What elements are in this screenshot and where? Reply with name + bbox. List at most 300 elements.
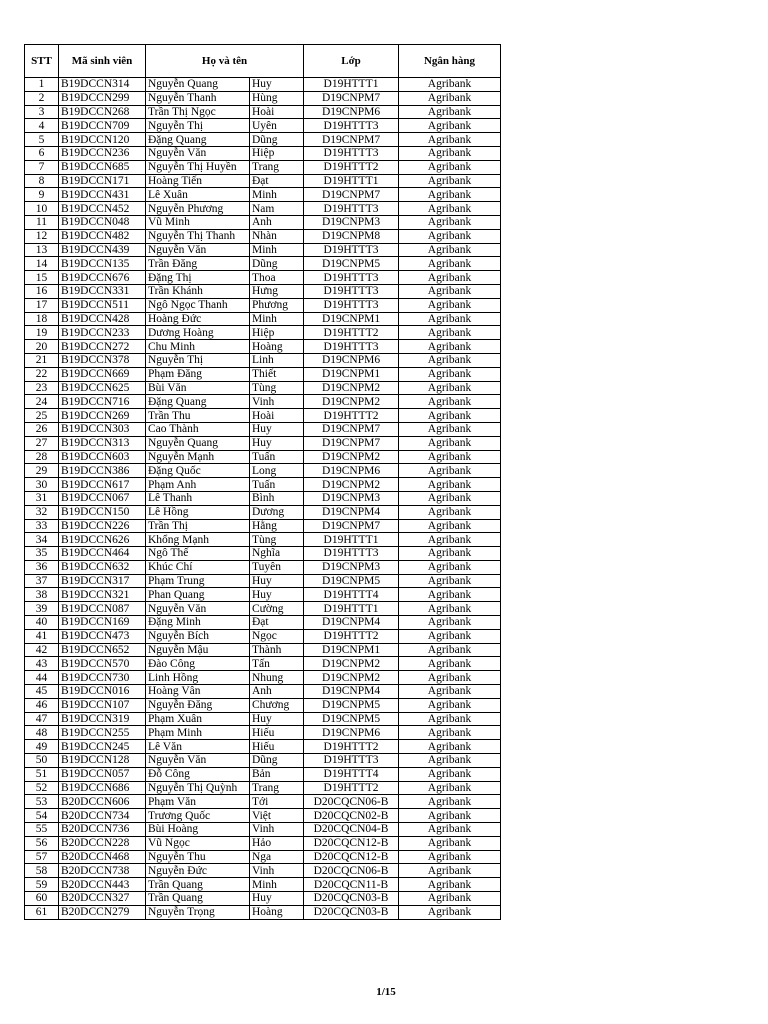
last-name-cell: Hoàng Tiến (146, 174, 250, 188)
bank-cell: Agribank (399, 588, 501, 602)
student-id-cell: B19DCCN626 (59, 533, 146, 547)
student-id-cell: B19DCCN171 (59, 174, 146, 188)
stt-cell: 54 (25, 809, 59, 823)
stt-cell: 25 (25, 409, 59, 423)
stt-cell: 32 (25, 505, 59, 519)
first-name-cell: Tới (250, 795, 304, 809)
student-id-cell: B19DCCN314 (59, 78, 146, 92)
table-row (25, 119, 501, 133)
bank-cell: Agribank (399, 215, 501, 229)
first-name-cell: Huy (250, 436, 304, 450)
stt-cell: 14 (25, 257, 59, 271)
last-name-cell: Vũ Minh (146, 215, 250, 229)
table-row (25, 643, 501, 657)
bank-cell: Agribank (399, 602, 501, 616)
table-row (25, 726, 501, 740)
bank-cell: Agribank (399, 560, 501, 574)
bank-cell: Agribank (399, 229, 501, 243)
class-cell: D19CNPM7 (304, 519, 399, 533)
student-id-cell: B20DCCN468 (59, 850, 146, 864)
first-name-cell: Cường (250, 602, 304, 616)
student-bank-table (24, 44, 501, 920)
table-row (25, 464, 501, 478)
bank-cell: Agribank (399, 243, 501, 257)
class-cell: D19CNPM8 (304, 229, 399, 243)
bank-cell: Agribank (399, 491, 501, 505)
last-name-cell: Trần Quang (146, 892, 250, 906)
student-id-cell: B19DCCN570 (59, 657, 146, 671)
last-name-cell: Trần Thị (146, 519, 250, 533)
class-cell: D19CNPM6 (304, 726, 399, 740)
student-id-cell: B20DCCN606 (59, 795, 146, 809)
table-row (25, 809, 501, 823)
table-row (25, 685, 501, 699)
student-id-cell: B19DCCN378 (59, 353, 146, 367)
first-name-cell: Chương (250, 698, 304, 712)
table-row (25, 367, 501, 381)
student-id-cell: B19DCCN128 (59, 754, 146, 768)
first-name-cell: Hùng (250, 91, 304, 105)
stt-cell: 60 (25, 892, 59, 906)
stt-cell: 19 (25, 326, 59, 340)
first-name-cell: Việt (250, 809, 304, 823)
class-cell: D19HTTT2 (304, 409, 399, 423)
first-name-cell: Minh (250, 878, 304, 892)
class-cell: D19CNPM6 (304, 464, 399, 478)
first-name-cell: Dũng (250, 754, 304, 768)
stt-cell: 40 (25, 616, 59, 630)
first-name-cell: Nghĩa (250, 547, 304, 561)
stt-cell: 46 (25, 698, 59, 712)
student-id-cell: B19DCCN067 (59, 491, 146, 505)
bank-cell: Agribank (399, 574, 501, 588)
first-name-cell: Huy (250, 422, 304, 436)
table-row (25, 850, 501, 864)
header-student-id: Mã sinh viên (59, 45, 146, 78)
bank-cell: Agribank (399, 298, 501, 312)
stt-cell: 53 (25, 795, 59, 809)
stt-cell: 45 (25, 685, 59, 699)
student-id-cell: B19DCCN313 (59, 436, 146, 450)
last-name-cell: Nguyễn Đức (146, 864, 250, 878)
student-id-cell: B19DCCN321 (59, 588, 146, 602)
first-name-cell: Tùng (250, 533, 304, 547)
stt-cell: 13 (25, 243, 59, 257)
table-row (25, 409, 501, 423)
bank-cell: Agribank (399, 353, 501, 367)
student-id-cell: B19DCCN464 (59, 547, 146, 561)
bank-cell: Agribank (399, 78, 501, 92)
last-name-cell: Nguyễn Quang (146, 436, 250, 450)
student-id-cell: B19DCCN255 (59, 726, 146, 740)
student-id-cell: B19DCCN473 (59, 629, 146, 643)
last-name-cell: Nguyễn Văn (146, 146, 250, 160)
table-row (25, 712, 501, 726)
first-name-cell: Uyên (250, 119, 304, 133)
class-cell: D19CNPM2 (304, 657, 399, 671)
table-row (25, 767, 501, 781)
stt-cell: 61 (25, 905, 59, 919)
student-id-cell: B19DCCN686 (59, 781, 146, 795)
bank-cell: Agribank (399, 671, 501, 685)
student-id-cell: B19DCCN016 (59, 685, 146, 699)
first-name-cell: Hoàng (250, 340, 304, 354)
class-cell: D20CQCN11-B (304, 878, 399, 892)
first-name-cell: Thiết (250, 367, 304, 381)
student-id-cell: B19DCCN511 (59, 298, 146, 312)
class-cell: D19HTTT2 (304, 629, 399, 643)
last-name-cell: Trần Thu (146, 409, 250, 423)
stt-cell: 9 (25, 188, 59, 202)
last-name-cell: Nguyễn Bích (146, 629, 250, 643)
table-row (25, 174, 501, 188)
bank-cell: Agribank (399, 202, 501, 216)
table-row (25, 698, 501, 712)
student-id-cell: B19DCCN226 (59, 519, 146, 533)
last-name-cell: Phan Quang (146, 588, 250, 602)
class-cell: D19HTTT3 (304, 119, 399, 133)
bank-cell: Agribank (399, 91, 501, 105)
last-name-cell: Phạm Minh (146, 726, 250, 740)
bank-cell: Agribank (399, 519, 501, 533)
stt-cell: 5 (25, 133, 59, 147)
class-cell: D19HTTT2 (304, 740, 399, 754)
first-name-cell: Huy (250, 588, 304, 602)
student-id-cell: B19DCCN268 (59, 105, 146, 119)
stt-cell: 34 (25, 533, 59, 547)
last-name-cell: Phạm Xuân (146, 712, 250, 726)
last-name-cell: Nguyễn Thu (146, 850, 250, 864)
stt-cell: 2 (25, 91, 59, 105)
class-cell: D19CNPM7 (304, 133, 399, 147)
student-id-cell: B19DCCN482 (59, 229, 146, 243)
stt-cell: 18 (25, 312, 59, 326)
last-name-cell: Chu Minh (146, 340, 250, 354)
student-id-cell: B19DCCN685 (59, 160, 146, 174)
first-name-cell: Huy (250, 712, 304, 726)
class-cell: D19CNPM5 (304, 257, 399, 271)
first-name-cell: Hằng (250, 519, 304, 533)
class-cell: D19HTTT1 (304, 602, 399, 616)
first-name-cell: Minh (250, 312, 304, 326)
class-cell: D20CQCN03-B (304, 892, 399, 906)
stt-cell: 6 (25, 146, 59, 160)
table-row (25, 257, 501, 271)
table-row (25, 450, 501, 464)
class-cell: D19HTTT1 (304, 78, 399, 92)
table-row (25, 395, 501, 409)
bank-cell: Agribank (399, 850, 501, 864)
first-name-cell: Tấn (250, 657, 304, 671)
table-row (25, 588, 501, 602)
table-row (25, 547, 501, 561)
table-row (25, 284, 501, 298)
bank-cell: Agribank (399, 754, 501, 768)
student-id-cell: B19DCCN048 (59, 215, 146, 229)
class-cell: D19HTTT3 (304, 754, 399, 768)
student-id-cell: B19DCCN317 (59, 574, 146, 588)
bank-cell: Agribank (399, 905, 501, 919)
table-row (25, 271, 501, 285)
bank-cell: Agribank (399, 478, 501, 492)
last-name-cell: Nguyễn Phương (146, 202, 250, 216)
student-id-cell: B19DCCN319 (59, 712, 146, 726)
stt-cell: 42 (25, 643, 59, 657)
table-row (25, 133, 501, 147)
student-id-cell: B20DCCN327 (59, 892, 146, 906)
class-cell: D20CQCN03-B (304, 905, 399, 919)
bank-cell: Agribank (399, 685, 501, 699)
last-name-cell: Lê Văn (146, 740, 250, 754)
first-name-cell: Ngọc (250, 629, 304, 643)
last-name-cell: Vũ Ngọc (146, 836, 250, 850)
table-row (25, 602, 501, 616)
table-row (25, 312, 501, 326)
table-row (25, 353, 501, 367)
stt-cell: 7 (25, 160, 59, 174)
student-id-cell: B19DCCN632 (59, 560, 146, 574)
class-cell: D19HTTT3 (304, 146, 399, 160)
stt-cell: 12 (25, 229, 59, 243)
first-name-cell: Hoài (250, 105, 304, 119)
table-row (25, 78, 501, 92)
class-cell: D20CQCN02-B (304, 809, 399, 823)
class-cell: D19CNPM5 (304, 698, 399, 712)
bank-cell: Agribank (399, 616, 501, 630)
stt-cell: 10 (25, 202, 59, 216)
bank-cell: Agribank (399, 629, 501, 643)
class-cell: D19CNPM1 (304, 367, 399, 381)
bank-cell: Agribank (399, 698, 501, 712)
class-cell: D19CNPM6 (304, 353, 399, 367)
student-id-cell: B19DCCN057 (59, 767, 146, 781)
student-id-cell: B19DCCN303 (59, 422, 146, 436)
class-cell: D19HTTT4 (304, 767, 399, 781)
stt-cell: 29 (25, 464, 59, 478)
stt-cell: 3 (25, 105, 59, 119)
first-name-cell: Vinh (250, 823, 304, 837)
bank-cell: Agribank (399, 271, 501, 285)
last-name-cell: Nguyễn Mạnh (146, 450, 250, 464)
class-cell: D19HTTT4 (304, 588, 399, 602)
student-id-cell: B19DCCN716 (59, 395, 146, 409)
first-name-cell: Huy (250, 892, 304, 906)
first-name-cell: Anh (250, 215, 304, 229)
last-name-cell: Khổng Mạnh (146, 533, 250, 547)
first-name-cell: Tuyên (250, 560, 304, 574)
last-name-cell: Đặng Thị (146, 271, 250, 285)
page-number: 1/15 (376, 986, 396, 998)
stt-cell: 22 (25, 367, 59, 381)
student-id-cell: B19DCCN617 (59, 478, 146, 492)
class-cell: D19CNPM4 (304, 616, 399, 630)
bank-cell: Agribank (399, 146, 501, 160)
bank-cell: Agribank (399, 726, 501, 740)
bank-cell: Agribank (399, 740, 501, 754)
student-id-cell: B19DCCN652 (59, 643, 146, 657)
table-row (25, 381, 501, 395)
bank-cell: Agribank (399, 767, 501, 781)
bank-cell: Agribank (399, 712, 501, 726)
stt-cell: 20 (25, 340, 59, 354)
first-name-cell: Nam (250, 202, 304, 216)
stt-cell: 48 (25, 726, 59, 740)
table-row (25, 616, 501, 630)
table-row (25, 105, 501, 119)
student-id-cell: B19DCCN120 (59, 133, 146, 147)
header-stt: STT (25, 45, 59, 78)
stt-cell: 27 (25, 436, 59, 450)
last-name-cell: Trần Thị Ngọc (146, 105, 250, 119)
bank-cell: Agribank (399, 809, 501, 823)
class-cell: D19CNPM2 (304, 671, 399, 685)
table-row (25, 671, 501, 685)
bank-cell: Agribank (399, 836, 501, 850)
bank-cell: Agribank (399, 188, 501, 202)
table-row (25, 340, 501, 354)
table-row (25, 436, 501, 450)
stt-cell: 15 (25, 271, 59, 285)
stt-cell: 58 (25, 864, 59, 878)
stt-cell: 41 (25, 629, 59, 643)
student-id-cell: B19DCCN625 (59, 381, 146, 395)
table-row (25, 243, 501, 257)
student-id-cell: B19DCCN730 (59, 671, 146, 685)
class-cell: D19CNPM7 (304, 422, 399, 436)
stt-cell: 11 (25, 215, 59, 229)
last-name-cell: Lê Hồng (146, 505, 250, 519)
student-id-cell: B19DCCN135 (59, 257, 146, 271)
student-id-cell: B20DCCN443 (59, 878, 146, 892)
bank-cell: Agribank (399, 643, 501, 657)
student-id-cell: B19DCCN245 (59, 740, 146, 754)
bank-cell: Agribank (399, 312, 501, 326)
bank-cell: Agribank (399, 422, 501, 436)
student-id-cell: B19DCCN150 (59, 505, 146, 519)
student-id-cell: B19DCCN452 (59, 202, 146, 216)
class-cell: D19CNPM7 (304, 188, 399, 202)
stt-cell: 35 (25, 547, 59, 561)
last-name-cell: Dương Hoàng (146, 326, 250, 340)
student-id-cell: B19DCCN439 (59, 243, 146, 257)
stt-cell: 37 (25, 574, 59, 588)
table-row (25, 878, 501, 892)
stt-cell: 43 (25, 657, 59, 671)
table-header-row (25, 45, 501, 78)
first-name-cell: Nhàn (250, 229, 304, 243)
bank-cell: Agribank (399, 326, 501, 340)
table-row (25, 892, 501, 906)
class-cell: D19HTTT3 (304, 202, 399, 216)
stt-cell: 28 (25, 450, 59, 464)
class-cell: D19CNPM1 (304, 312, 399, 326)
bank-cell: Agribank (399, 864, 501, 878)
table-row (25, 781, 501, 795)
table-row (25, 188, 501, 202)
last-name-cell: Trương Quốc (146, 809, 250, 823)
stt-cell: 55 (25, 823, 59, 837)
last-name-cell: Nguyễn Thị Huyền (146, 160, 250, 174)
header-full-name: Họ và tên (146, 45, 304, 78)
bank-cell: Agribank (399, 284, 501, 298)
bank-cell: Agribank (399, 795, 501, 809)
class-cell: D20CQCN06-B (304, 864, 399, 878)
class-cell: D19HTTT3 (304, 340, 399, 354)
class-cell: D19CNPM3 (304, 560, 399, 574)
first-name-cell: Trang (250, 781, 304, 795)
last-name-cell: Nguyễn Quang (146, 78, 250, 92)
header-bank: Ngân hàng (399, 45, 501, 78)
class-cell: D19CNPM6 (304, 105, 399, 119)
bank-cell: Agribank (399, 133, 501, 147)
bank-cell: Agribank (399, 436, 501, 450)
table-row (25, 560, 501, 574)
first-name-cell: Tuấn (250, 478, 304, 492)
class-cell: D20CQCN12-B (304, 836, 399, 850)
student-id-cell: B19DCCN236 (59, 146, 146, 160)
table-row (25, 864, 501, 878)
table-row (25, 91, 501, 105)
stt-cell: 33 (25, 519, 59, 533)
first-name-cell: Phương (250, 298, 304, 312)
class-cell: D19CNPM7 (304, 436, 399, 450)
bank-cell: Agribank (399, 450, 501, 464)
class-cell: D19CNPM2 (304, 478, 399, 492)
student-id-cell: B19DCCN272 (59, 340, 146, 354)
last-name-cell: Nguyễn Thanh (146, 91, 250, 105)
last-name-cell: Đặng Quang (146, 395, 250, 409)
class-cell: D19CNPM2 (304, 395, 399, 409)
bank-cell: Agribank (399, 174, 501, 188)
bank-cell: Agribank (399, 781, 501, 795)
last-name-cell: Hoàng Đức (146, 312, 250, 326)
last-name-cell: Bùi Hoàng (146, 823, 250, 837)
last-name-cell: Nguyễn Văn (146, 243, 250, 257)
student-id-cell: B19DCCN431 (59, 188, 146, 202)
last-name-cell: Cao Thành (146, 422, 250, 436)
table-row (25, 574, 501, 588)
bank-cell: Agribank (399, 505, 501, 519)
class-cell: D19CNPM3 (304, 215, 399, 229)
student-id-cell: B19DCCN087 (59, 602, 146, 616)
student-id-cell: B19DCCN331 (59, 284, 146, 298)
student-id-cell: B19DCCN709 (59, 119, 146, 133)
stt-cell: 44 (25, 671, 59, 685)
first-name-cell: Bản (250, 767, 304, 781)
first-name-cell: Vinh (250, 395, 304, 409)
last-name-cell: Đặng Quang (146, 133, 250, 147)
bank-cell: Agribank (399, 533, 501, 547)
first-name-cell: Huy (250, 78, 304, 92)
last-name-cell: Phạm Văn (146, 795, 250, 809)
bank-cell: Agribank (399, 892, 501, 906)
student-id-cell: B19DCCN669 (59, 367, 146, 381)
stt-cell: 39 (25, 602, 59, 616)
stt-cell: 30 (25, 478, 59, 492)
last-name-cell: Đào Công (146, 657, 250, 671)
last-name-cell: Đặng Minh (146, 616, 250, 630)
last-name-cell: Lê Xuân (146, 188, 250, 202)
student-id-cell: B20DCCN734 (59, 809, 146, 823)
class-cell: D19HTTT3 (304, 271, 399, 285)
stt-cell: 50 (25, 754, 59, 768)
bank-cell: Agribank (399, 464, 501, 478)
first-name-cell: Đạt (250, 174, 304, 188)
student-id-cell: B20DCCN228 (59, 836, 146, 850)
class-cell: D19CNPM1 (304, 643, 399, 657)
bank-cell: Agribank (399, 878, 501, 892)
last-name-cell: Trần Quang (146, 878, 250, 892)
